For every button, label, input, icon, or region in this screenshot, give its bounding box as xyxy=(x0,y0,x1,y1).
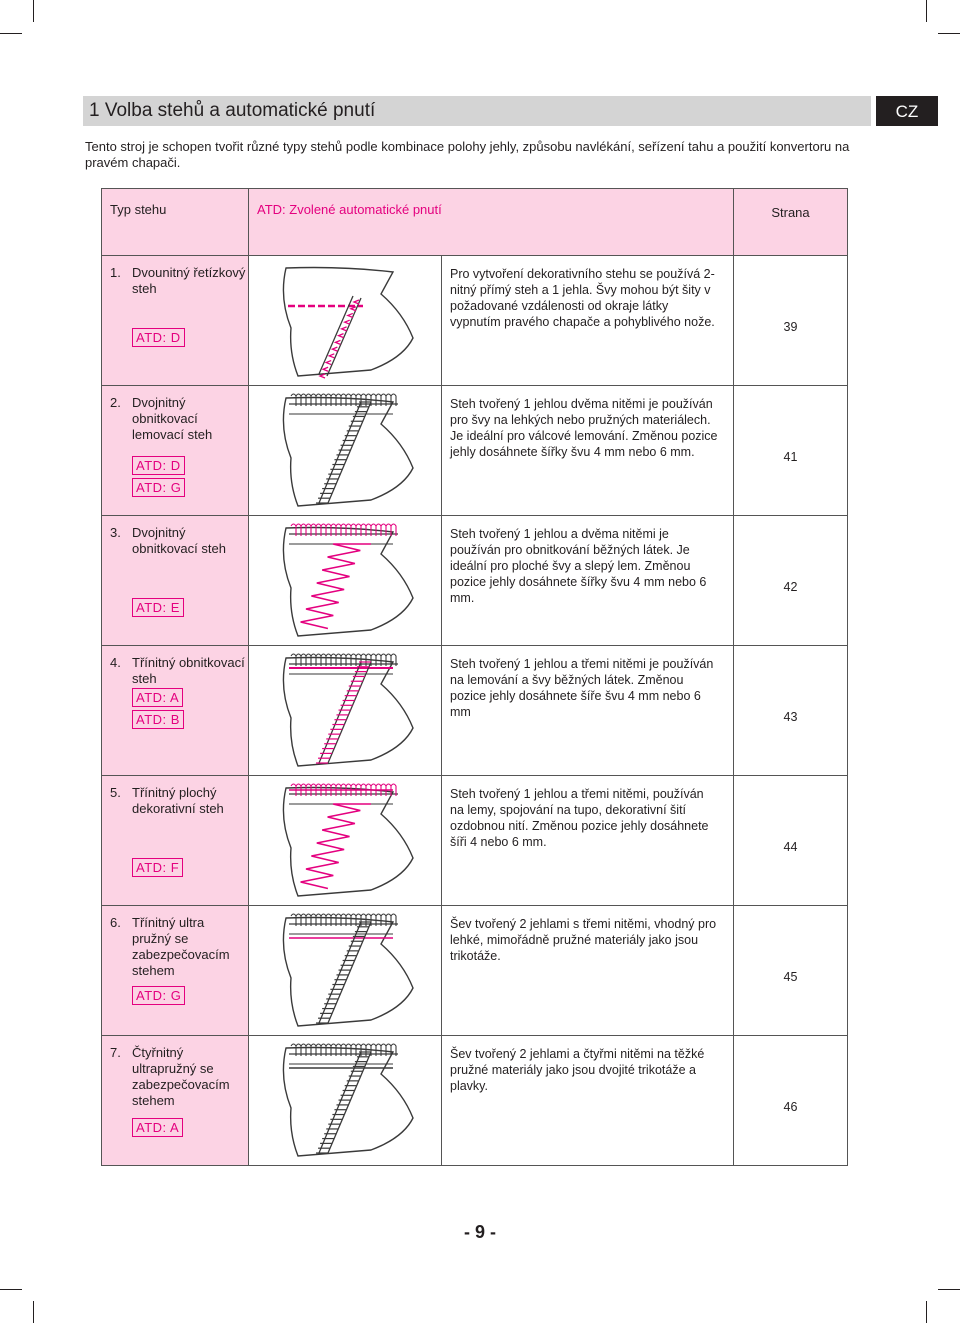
atd-badge: ATD: A xyxy=(132,688,183,707)
col-header-type: Typ stehu xyxy=(102,189,249,256)
page-ref-cell xyxy=(734,776,848,906)
stitch-illustration xyxy=(249,776,442,905)
crop-mark xyxy=(33,1301,34,1323)
crop-mark xyxy=(0,1289,22,1290)
stitch-name xyxy=(110,1045,246,1109)
intro-paragraph: Tento stroj je schopen tvořit různé typy stehů podle kombinace polohy jehly, způsobu navlékání, seřízení tahu a použití konvertoru na pravém chapači. xyxy=(85,139,850,170)
stitch-description-cell xyxy=(442,906,734,1036)
stitch-name-text: Dvojnitný obnitkovací lemovací steh xyxy=(132,395,213,442)
stitch-illustration-cell xyxy=(249,906,442,1036)
language-badge: CZ xyxy=(876,96,938,126)
stitch-table xyxy=(101,188,848,1166)
stitch-description: Steh tvořený 1 jehlou a dvěma nitěmi je používán pro obnitkování běžných látek. Je ideální pro ploché švy a slepý lem. Změnou pozice jehly dosáhnete šířky švu 4 mm nebo 6 mm. xyxy=(450,527,707,605)
stitch-illustration-cell xyxy=(249,516,442,646)
stitch-illustration-cell xyxy=(249,776,442,906)
col-header-atd: ATD: Zvolené automatické pnutí xyxy=(249,189,734,256)
section-title: 1 Volba stehů a automatické pnutí xyxy=(89,100,376,121)
table-row xyxy=(102,386,848,516)
stitch-type-cell xyxy=(102,906,249,1036)
stitch-number: 6. xyxy=(110,915,121,930)
crop-mark xyxy=(938,33,960,34)
crop-mark xyxy=(33,0,34,22)
stitch-number: 2. xyxy=(110,395,121,410)
stitch-name xyxy=(110,915,246,979)
stitch-illustration-cell xyxy=(249,646,442,776)
stitch-name xyxy=(110,265,246,297)
page-reference: 43 xyxy=(783,710,798,724)
stitch-number: 5. xyxy=(110,785,121,800)
stitch-description: Šev tvořený 2 jehlami a čtyřmi nitěmi na těžké pružné materiály jako jsou dvojité trikotáže a plavky. xyxy=(450,1047,705,1093)
stitch-name xyxy=(110,525,246,557)
section-header xyxy=(83,96,871,126)
crop-mark xyxy=(926,0,927,22)
stitch-type-cell xyxy=(102,646,249,776)
stitch-type-cell xyxy=(102,776,249,906)
stitch-type-cell xyxy=(102,1036,249,1166)
stitch-number: 1. xyxy=(110,265,121,280)
page-number: - 9 - xyxy=(463,1222,496,1242)
atd-badge: ATD: E xyxy=(132,598,184,617)
stitch-illustration-cell xyxy=(249,386,442,516)
stitch-number: 7. xyxy=(110,1045,121,1060)
page-reference: 41 xyxy=(783,450,798,464)
page-reference: 39 xyxy=(783,320,798,334)
table-row xyxy=(102,516,848,646)
stitch-description-cell xyxy=(442,386,734,516)
table-row xyxy=(102,1036,848,1166)
stitch-description-cell xyxy=(442,776,734,906)
stitch-description: Steh tvořený 1 jehlou a třemi nitěmi je používán na lemování a švy běžných látek. Změnou pozice jehly dosáhnete šíře švu 4 mm nebo 6 mm xyxy=(450,657,714,719)
stitch-name-text: Dvojnitný obnitkovací steh xyxy=(132,525,226,556)
stitch-description: Steh tvořený 1 jehlou a třemi nitěmi, používán na lemy, spojování na tupo, dekorativní šití ozdobnou nití. Změnou pozice jehly dosáhnete šíři 4 nebo 6 mm. xyxy=(450,787,709,849)
stitch-description-cell xyxy=(442,646,734,776)
stitch-name xyxy=(110,395,246,443)
stitch-type-cell xyxy=(102,256,249,386)
stitch-name-text: Třínitný obnitkovací steh xyxy=(132,655,245,686)
stitch-number: 3. xyxy=(110,525,121,540)
page-ref-cell xyxy=(734,256,848,386)
stitch-illustration xyxy=(249,516,442,645)
page-reference: 45 xyxy=(783,970,798,984)
atd-badge: ATD: D xyxy=(132,328,185,347)
stitch-illustration xyxy=(249,1036,442,1165)
page-ref-cell xyxy=(734,1036,848,1166)
stitch-name-text: Čtyřnitný ultrapružný se zabezpečovacím stehem xyxy=(132,1045,230,1108)
page-reference: 46 xyxy=(783,1100,798,1114)
stitch-name-text: Třínitný ultra pružný se zabezpečovacím stehem xyxy=(132,915,230,978)
atd-badge: ATD: G xyxy=(132,986,185,1005)
table-row xyxy=(102,906,848,1036)
table-row xyxy=(102,646,848,776)
stitch-illustration xyxy=(249,386,442,515)
stitch-description-cell xyxy=(442,256,734,386)
stitch-illustration-cell xyxy=(249,256,442,386)
stitch-description: Pro vytvoření dekorativního stehu se používá 2-nitný přímý steh a 1 jehla. Švy mohou být šity v požadované vzdálenosti od okraje látky vypnutím pravého chapače a pohyblivého nože. xyxy=(450,267,715,329)
stitch-type-cell xyxy=(102,386,249,516)
atd-badge: ATD: F xyxy=(132,858,183,877)
stitch-illustration xyxy=(249,646,442,775)
crop-mark xyxy=(926,1301,927,1323)
atd-badge: ATD: A xyxy=(132,1118,183,1137)
stitch-illustration-cell xyxy=(249,1036,442,1166)
page-reference: 44 xyxy=(783,840,798,854)
stitch-description: Steh tvořený 1 jehlou dvěma nitěmi je používán pro švy na lehkých nebo pružných materiálech. Je ideální pro válcové lemování. Změnou pozice jehly dosáhnete šířky švu 4 mm nebo 6 mm. xyxy=(450,397,718,459)
stitch-name xyxy=(110,785,246,817)
stitch-name-text: Dvounitný řetízkový steh xyxy=(132,265,246,296)
page-reference: 42 xyxy=(783,580,798,594)
stitch-description-cell xyxy=(442,516,734,646)
page-ref-cell xyxy=(734,386,848,516)
stitch-name xyxy=(110,655,246,687)
atd-badge: ATD: B xyxy=(132,710,184,729)
stitch-description: Šev tvořený 2 jehlami s třemi nitěmi, vhodný pro lehké, mimořádně pružné materiály jako jsou trikotáže. xyxy=(450,917,717,963)
page-ref-cell xyxy=(734,906,848,1036)
atd-badge: ATD: D xyxy=(132,456,185,475)
stitch-illustration xyxy=(249,906,442,1035)
stitch-description-cell xyxy=(442,1036,734,1166)
stitch-number: 4. xyxy=(110,655,121,670)
page-ref-cell xyxy=(734,516,848,646)
stitch-illustration xyxy=(249,256,442,385)
table-header-row xyxy=(102,189,848,256)
col-header-page: Strana xyxy=(734,189,848,256)
table-row xyxy=(102,256,848,386)
crop-mark xyxy=(0,33,22,34)
crop-mark xyxy=(938,1289,960,1290)
table-row xyxy=(102,776,848,906)
stitch-type-cell xyxy=(102,516,249,646)
page-ref-cell xyxy=(734,646,848,776)
atd-badge: ATD: G xyxy=(132,478,185,497)
stitch-name-text: Třínitný plochý dekorativní steh xyxy=(132,785,224,816)
